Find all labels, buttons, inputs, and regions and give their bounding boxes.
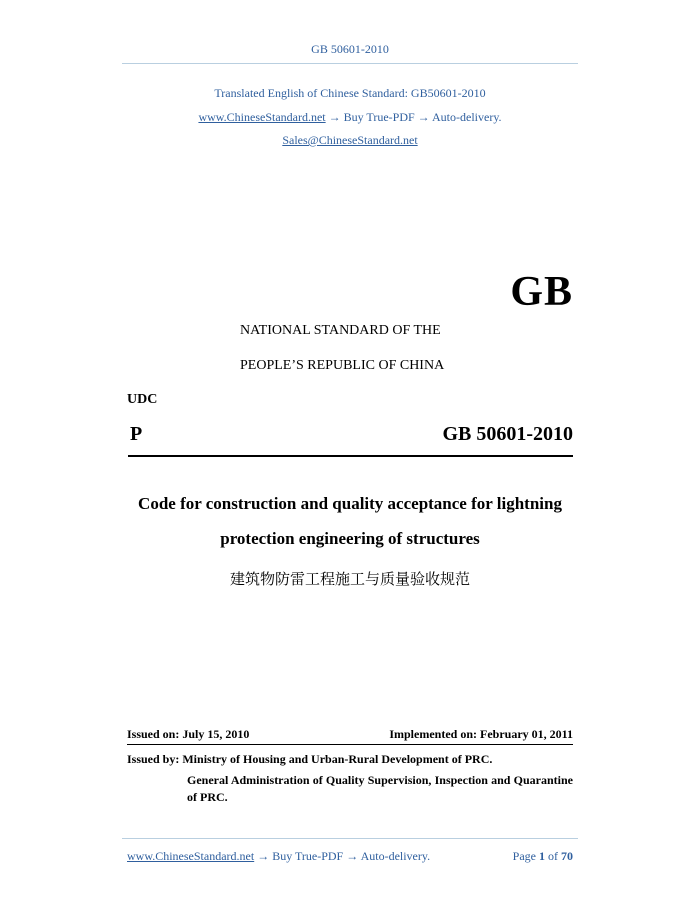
- sales-email-link[interactable]: Sales@ChineseStandard.net: [282, 133, 418, 147]
- page-indicator: [513, 849, 573, 864]
- translated-notice: Translated English of Chinese Standard: GB50601-2010: [214, 86, 486, 100]
- issued-on: Issued on: July 15, 2010: [127, 727, 250, 741]
- header-divider: [122, 63, 578, 64]
- p-code: P: [130, 423, 143, 445]
- footer-divider: [122, 838, 578, 839]
- standard-divider: [128, 455, 573, 457]
- buy-text: → Buy True-PDF → Auto-delivery.: [328, 110, 502, 124]
- udc-label: UDC: [127, 392, 158, 407]
- page-of: of: [548, 849, 558, 863]
- page-total: 70: [561, 849, 573, 863]
- footer-site-link[interactable]: www.ChineseStandard.net: [127, 849, 255, 863]
- site-link[interactable]: www.ChineseStandard.net: [198, 110, 326, 124]
- gb-mark: GB: [510, 269, 573, 315]
- standard-number: GB 50601-2010: [442, 423, 573, 445]
- issue-divider: [127, 744, 573, 745]
- footer-buy-line: [127, 849, 430, 864]
- page-label: Page: [512, 849, 536, 863]
- title-line-1: Code for construction and quality acceptance for lightning: [138, 494, 562, 513]
- title-line-2: protection engineering of structures: [220, 529, 480, 548]
- page-header-doc-id: GB 50601-2010: [311, 42, 389, 56]
- national-standard-line-1: NATIONAL STANDARD OF THE: [240, 323, 441, 338]
- buy-line: [0, 110, 700, 125]
- page-current: 1: [539, 849, 545, 863]
- sales-line: [0, 133, 700, 148]
- issued-by: Issued by: Ministry of Housing and Urban-Rural Development of PRC.: [127, 752, 493, 766]
- footer-buy-text: → Buy True-PDF → Auto-delivery.: [257, 849, 431, 863]
- title-chinese: 建筑物防雷工程施工与质量验收规范: [229, 570, 470, 588]
- issued-by-secondary: General Administration of Quality Supervision, Inspection and Quarantine of PRC.: [187, 773, 573, 804]
- national-standard-line-2: PEOPLE’S REPUBLIC OF CHINA: [240, 358, 445, 373]
- implemented-on: Implemented on: February 01, 2011: [389, 727, 573, 741]
